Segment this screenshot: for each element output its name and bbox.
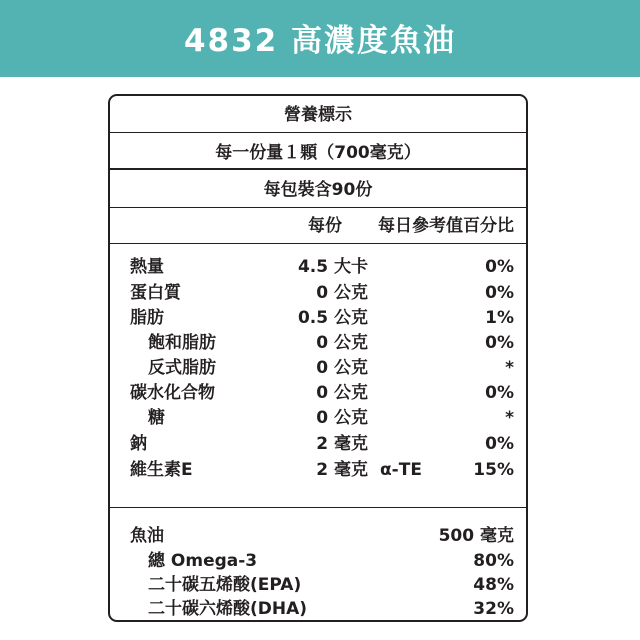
serving-size: 每一份量１顆（700毫克） — [215, 143, 421, 163]
fish-oil-item-value: 32% — [473, 599, 514, 619]
nutrient-daily-value: 0% — [485, 383, 514, 403]
nutrient-name: 蛋白質 — [130, 283, 181, 303]
nutrient-amount: 0 公克 — [316, 383, 368, 403]
nutrient-amount: 0 公克 — [316, 408, 368, 428]
nutrient-daily-value: * — [505, 358, 514, 378]
product-title: 4832 高濃度魚油 — [183, 23, 457, 59]
nutrient-amount: 4.5 大卡 — [297, 257, 368, 277]
nutrient-name: 脂肪 — [130, 308, 164, 328]
nutrient-name: 反式脂肪 — [148, 358, 216, 378]
title-banner — [0, 0, 640, 77]
fish-oil-item-value: 80% — [473, 551, 514, 571]
nutrient-daily-value: 0% — [485, 434, 514, 454]
nutrition-facts-panel — [108, 94, 528, 622]
nutrient-unit-extension: α-TE — [380, 460, 422, 480]
divider — [110, 243, 526, 244]
nutrient-amount: 2 毫克 — [316, 434, 368, 454]
fish-oil-name: 魚油 — [130, 526, 164, 546]
nutrient-daily-value: 15% — [473, 460, 514, 480]
fish-oil-item-name: 二十碳五烯酸(EPA) — [148, 575, 302, 595]
divider — [110, 507, 526, 508]
nutrient-amount: 0 公克 — [316, 358, 368, 378]
label-heading: 營養標示 — [284, 105, 352, 125]
divider — [110, 207, 526, 208]
column-header-daily-value: 每日參考值百分比 — [378, 216, 514, 236]
nutrient-daily-value: 0% — [485, 257, 514, 277]
fish-oil-amount: 500 毫克 — [438, 526, 514, 546]
nutrient-amount: 2 毫克 — [316, 460, 368, 480]
nutrient-name: 鈉 — [130, 434, 147, 454]
servings-per-pack: 每包裝含90份 — [263, 180, 373, 200]
fish-oil-item-value: 48% — [473, 575, 514, 595]
nutrient-amount: 0.5 公克 — [297, 308, 368, 328]
nutrient-daily-value: 0% — [485, 333, 514, 353]
nutrient-name: 飽和脂肪 — [148, 333, 216, 353]
nutrient-daily-value: 0% — [485, 283, 514, 303]
column-header-per-serving: 每份 — [308, 216, 342, 236]
fish-oil-item-name: 二十碳六烯酸(DHA) — [148, 599, 308, 619]
nutrient-daily-value: 1% — [485, 308, 514, 328]
nutrient-name: 糖 — [148, 408, 165, 428]
nutrient-amount: 0 公克 — [316, 333, 368, 353]
nutrient-amount: 0 公克 — [316, 283, 368, 303]
nutrient-name: 維生素E — [130, 460, 193, 480]
nutrient-name: 熱量 — [130, 257, 164, 277]
divider — [110, 168, 526, 170]
divider — [110, 132, 526, 133]
nutrient-name: 碳水化合物 — [130, 383, 215, 403]
nutrient-daily-value: * — [505, 408, 514, 428]
fish-oil-item-name: 總 Omega-3 — [148, 551, 258, 571]
